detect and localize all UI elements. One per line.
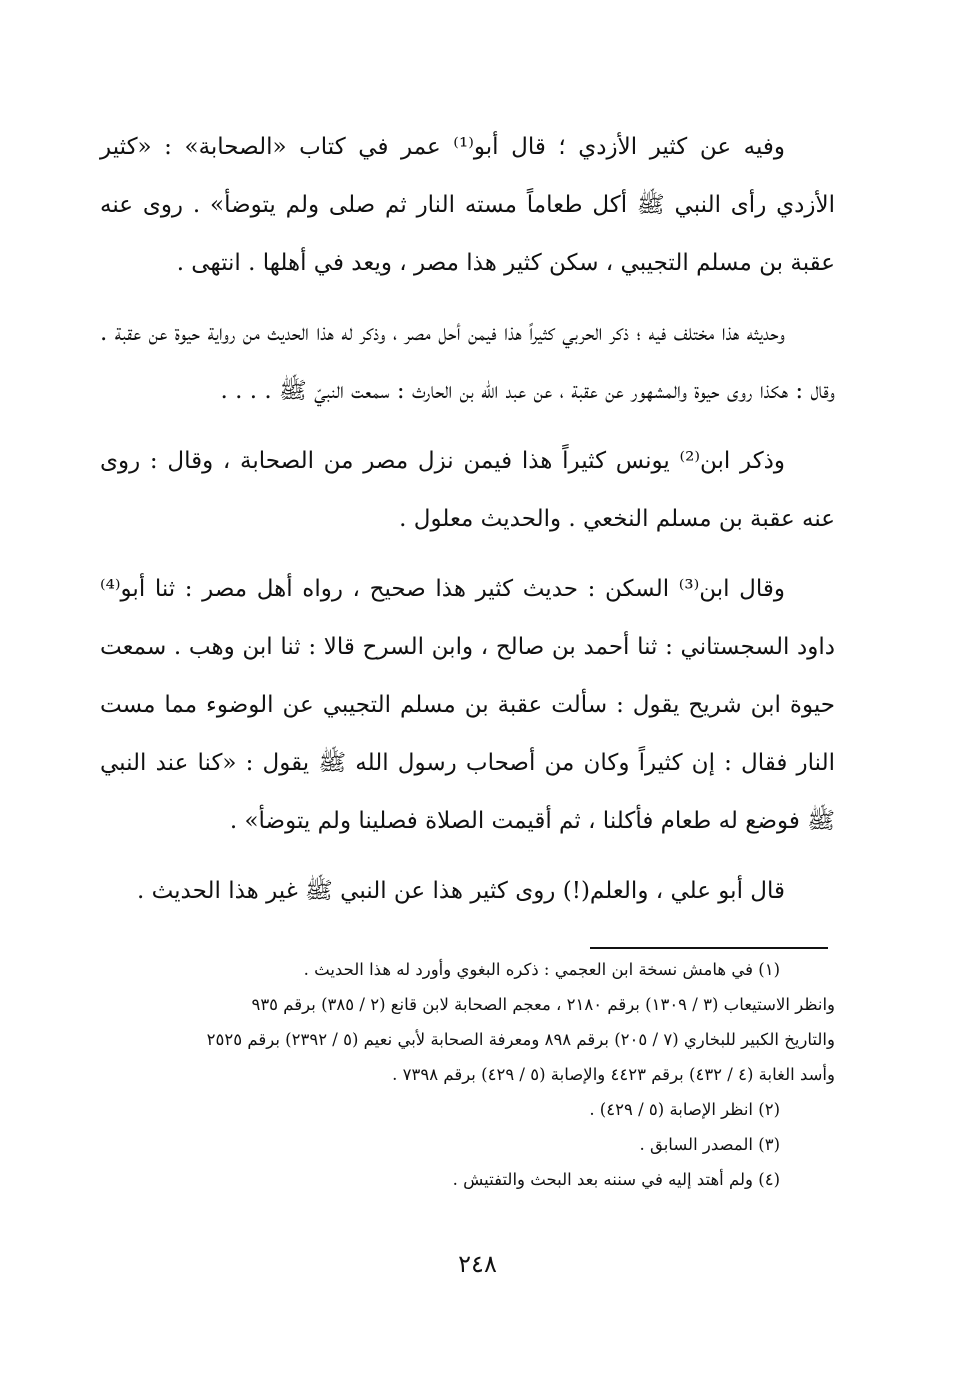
paragraph-2: وحديثه هذا مختلف فيه ؛ ذكر الحربي كثيراً هذا فيمن أحل مصر ، وذكر له هذا الحديث من رواية حيوة عن عقبة . وقال : هكذا روى حيوة والمشهور عن عقبة ، عن عبد الله بن الحارث : سمعت النبيّ ﷺ . . . . xyxy=(100,320,835,404)
footnote-1-continuation: وأسد الغابة (٤ / ٤٣٢) برقم ٤٤٢٣ والإصابة (٥ / ٤٢٩) برقم ٧٣٩٨ . xyxy=(392,1065,835,1084)
paragraph-3: وذكر ابن⁽²⁾ يونس كثيراً هذا فيمن نزل مصر من الصحابة ، وقال : روى عنه عقبة بن مسلم النخعي . والحديث معلول . xyxy=(100,448,835,532)
footnote-2: (٢) انظر الإصابة (٥ / ٤٢٩) . xyxy=(589,1100,780,1119)
footnote-3: (٣) المصدر السابق . xyxy=(639,1135,780,1154)
footnote-1: (١) في هامش نسخة ابن العجمي : ذكره البغوي وأورد له هذا الحديث . xyxy=(303,960,780,979)
paragraph-1: وفيه عن كثير الأزدي ؛ قال أبو⁽¹⁾ عمر في كتاب «الصحابة» : «كثير الأزدي رأى النبي ﷺ أكل طعاماً مسته النار ثم صلى ولم يتوضأ» . روى عنه عقبة بن مسلم التجيبي ، سكن كثير هذا مصر ، ويعد في أهلها . انتهى . xyxy=(100,134,835,276)
paragraph-5: قال أبو علي ، والعلم(!) روى كثير هذا عن النبي ﷺ غير هذا الحديث . xyxy=(136,878,785,904)
footnote-1-continuation: وانظر الاستيعاب (٣ / ١٣٠٩) برقم ٢١٨٠ ، معجم الصحابة لابن قانع (٢ / ٣٨٥) برقم ٩٣٥ xyxy=(251,995,835,1014)
footnote-divider xyxy=(590,947,828,949)
paragraph-4: وقال ابن⁽³⁾ السكن : حديث كثير هذا صحيح ، رواه أهل مصر : ثنا أبو⁽⁴⁾ داود السجستاني : ثنا أحمد بن صالح ، وابن السرح قالا : ثنا ابن وهب . سمعت حيوة ابن شريح يقول : سألت عقبة بن مسلم التجيبي عن الوضوء مما مست النار فقال : إن كثيراً وكان من أصحاب رسول الله ﷺ يقول : «كنا عند النبي ﷺ فوضع له طعام فأكلنا ، ثم أقيمت الصلاة فصلينا ولم يتوضأ» . xyxy=(100,576,835,834)
page-number: ٢٤٨ xyxy=(458,1250,497,1278)
footnote-4: (٤) ولم أهتد إليه في سننه بعد البحث والتفتيش . xyxy=(452,1170,780,1189)
main-text xyxy=(100,118,835,932)
footnotes xyxy=(100,952,835,1197)
footnote-1-continuation: والتاريخ الكبير للبخاري (٧ / ٢٠٥) برقم ٨٩٨ ومعرفة الصحابة لأبي نعيم (٥ / ٢٣٩٢) برقم ٢٥٢٥ xyxy=(206,1030,835,1049)
